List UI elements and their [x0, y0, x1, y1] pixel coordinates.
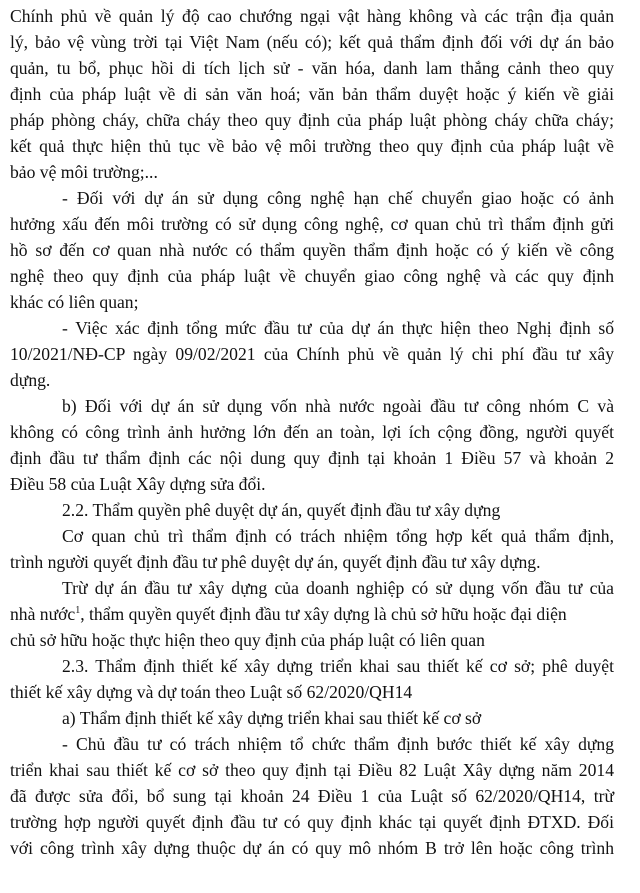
body-line: Chính phủ về quản lý độ cao chướng ngại vật hàng không và các trận địa quản	[10, 6, 614, 26]
body-line: hưởng xấu đến môi trường có sử dụng công nghệ, cơ quan chủ trì thẩm định gửi	[10, 214, 614, 234]
body-line: khác có liên quan;	[10, 292, 139, 312]
body-line: với công trình xây dựng thuộc dự án có quy mô nhóm B trở lên hoặc công trình	[10, 838, 614, 858]
body-line: định đầu tư thẩm định các nội dung quy định tại khoản 1 Điều 57 và khoản 2	[10, 448, 614, 468]
body-line: b) Đối với dự án sử dụng vốn nhà nước ngoài đầu tư công nhóm C và	[62, 396, 614, 416]
body-line: pháp phòng cháy, chữa cháy theo quy định của pháp luật phòng cháy chữa cháy;	[10, 110, 614, 130]
section-heading: thiết kế xây dựng và dự toán theo Luật số 62/2020/QH14	[10, 682, 413, 702]
section-heading: 2.2. Thẩm quyền phê duyệt dự án, quyết định đầu tư xây dựng	[62, 500, 501, 520]
body-line: Trừ dự án đầu tư xây dựng của doanh nghiệp có sử dụng vốn đầu tư của	[62, 578, 614, 598]
body-line: dựng.	[10, 370, 51, 390]
body-line: đã được sửa đổi, bổ sung tại khoản 24 Điều 1 của Luật số 62/2020/QH14, trừ	[10, 786, 614, 806]
body-line: 10/2021/NĐ-CP ngày 09/02/2021 của Chính phủ về quản lý chi phí đầu tư xây	[10, 344, 614, 364]
body-line: - Đối với dự án sử dụng công nghệ hạn chế chuyển giao hoặc có ảnh	[62, 188, 614, 208]
body-line: hồ sơ đến cơ quan nhà nước có thẩm quyền thẩm định hoặc có ý kiến về công	[10, 240, 614, 260]
body-line: Cơ quan chủ trì thẩm định có trách nhiệm tổng hợp kết quả thẩm định,	[62, 526, 614, 546]
subsection-heading: a) Thẩm định thiết kế xây dựng triển khai sau thiết kế cơ sở	[62, 708, 482, 728]
body-line: Điều 58 của Luật Xây dựng sửa đổi.	[10, 474, 266, 494]
body-line: - Việc xác định tổng mức đầu tư của dự án thực hiện theo Nghị định số	[62, 318, 614, 338]
body-line: trình người quyết định đầu tư phê duyệt dự án, quyết định đầu tư xây dựng.	[10, 552, 541, 572]
body-line: định của pháp luật về di sản văn hoá; văn bản thẩm duyệt hoặc ý kiến về giải	[10, 84, 614, 104]
body-line: lý, bảo vệ vùng trời tại Việt Nam (nếu có); kết quả thẩm định đối với dự án bảo	[10, 32, 614, 52]
body-line: không có công trình ảnh hưởng lớn đến an toàn, lợi ích cộng đồng, người quyết	[10, 422, 614, 442]
body-line: chủ sở hữu hoặc thực hiện theo quy định của pháp luật có liên quan	[10, 630, 485, 650]
body-line: nghệ theo quy định của pháp luật về chuyển giao công nghệ và các quy định	[10, 266, 614, 286]
footnote-ref: 1	[75, 605, 81, 617]
body-text: , thẩm quyền quyết định đầu tư xây dựng là chủ sở hữu hoặc đại diện	[80, 604, 567, 624]
body-line: - Chủ đầu tư có trách nhiệm tổ chức thẩm định bước thiết kế xây dựng	[62, 734, 614, 754]
body-line: bảo vệ môi trường;...	[10, 162, 158, 182]
body-line: trường hợp người quyết định đầu tư có quy định khác tại quyết định ĐTXD. Đối	[10, 812, 614, 832]
body-line: triển khai sau thiết kế cơ sở theo quy định tại Điều 82 Luật Xây dựng năm 2014	[10, 760, 614, 780]
body-line: quản, tu bổ, phục hồi di tích lịch sử - văn hóa, danh lam thắng cảnh theo quy	[10, 58, 614, 78]
body-text: nhà nước	[10, 604, 76, 624]
section-heading: 2.3. Thẩm định thiết kế xây dựng triển khai sau thiết kế cơ sở; phê duyệt	[62, 656, 614, 676]
body-line: kết quả thực hiện thủ tục về bảo vệ môi trường theo quy định của pháp luật về	[10, 136, 614, 156]
body-line	[10, 601, 614, 627]
